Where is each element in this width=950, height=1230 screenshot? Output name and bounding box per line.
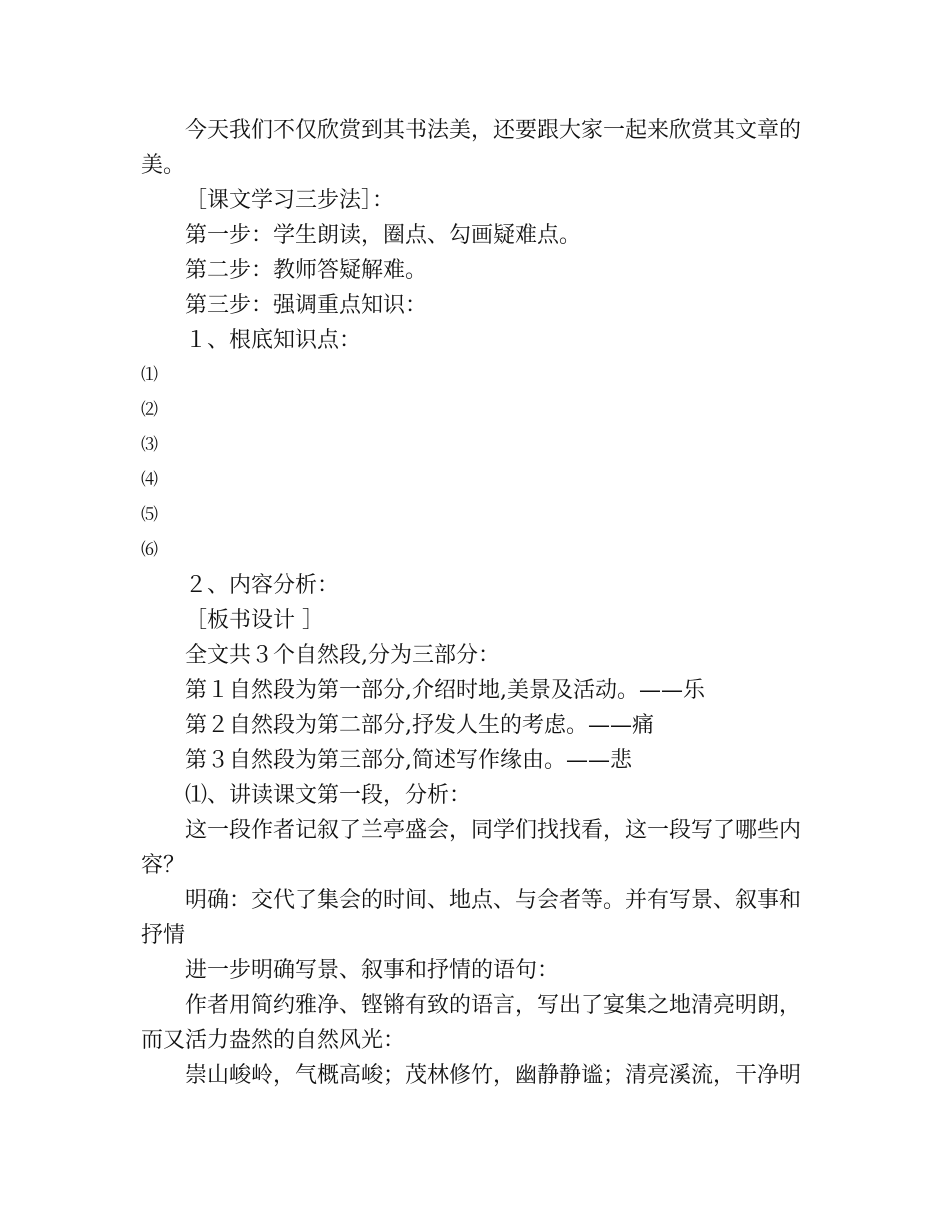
- paragraph-2: ［课文学习三步法］：: [185, 188, 395, 213]
- list-item-2: ⑵: [141, 400, 158, 420]
- list-item-1: ⑴: [141, 365, 158, 385]
- paragraph-16: 进一步明确写景、叙事和抒情的语句：: [185, 958, 560, 983]
- paragraph-3: 第一步：学生朗读，圈点、勾画疑难点。: [185, 223, 582, 248]
- paragraph-11: 第２自然段为第二部分,抒发人生的考虑。——痛: [185, 713, 654, 738]
- paragraph-4: 第二步：教师答疑解难。: [185, 258, 428, 283]
- paragraph-17: 作者用简约雅净、铿锵有致的语言，写出了宴集之地清亮明朗，而又活力盎然的自然风光：: [141, 993, 802, 1053]
- list-item-4: ⑷: [141, 470, 158, 490]
- paragraph-9: 全文共３个自然段,分为三部分：: [185, 643, 500, 668]
- paragraph-15: 明确：交代了集会的时间、地点、与会者等。并有写景、叙事和抒情: [141, 888, 802, 948]
- paragraph-10: 第１自然段为第一部分,介绍时地,美景及活动。——乐: [185, 678, 705, 703]
- list-item-5: ⑸: [141, 505, 158, 525]
- paragraph-7: ２、内容分析：: [185, 573, 340, 598]
- list-item-6: ⑹: [141, 540, 158, 560]
- list-item-3: ⑶: [141, 435, 158, 455]
- paragraph-5: 第三步：强调重点知识：: [185, 293, 428, 318]
- paragraph-1: 今天我们不仅欣赏到其书法美，还要跟大家一起来欣赏其文章的美。: [141, 118, 802, 178]
- document-body: [141, 113, 821, 1093]
- paragraph-12: 第３自然段为第三部分,简述写作缘由。——悲: [185, 748, 632, 773]
- paragraph-8: ［板书设计 ］: [185, 608, 324, 633]
- paragraph-6: １、根底知识点：: [185, 328, 362, 353]
- paragraph-18: 崇山峻岭，气概高峻；茂林修竹，幽静静谧；清亮溪流，干净明: [185, 1063, 802, 1088]
- paragraph-13: ⑴、讲读课文第一段，分析：: [185, 783, 472, 808]
- paragraph-14: 这一段作者记叙了兰亭盛会，同学们找找看，这一段写了哪些内容？: [141, 818, 802, 878]
